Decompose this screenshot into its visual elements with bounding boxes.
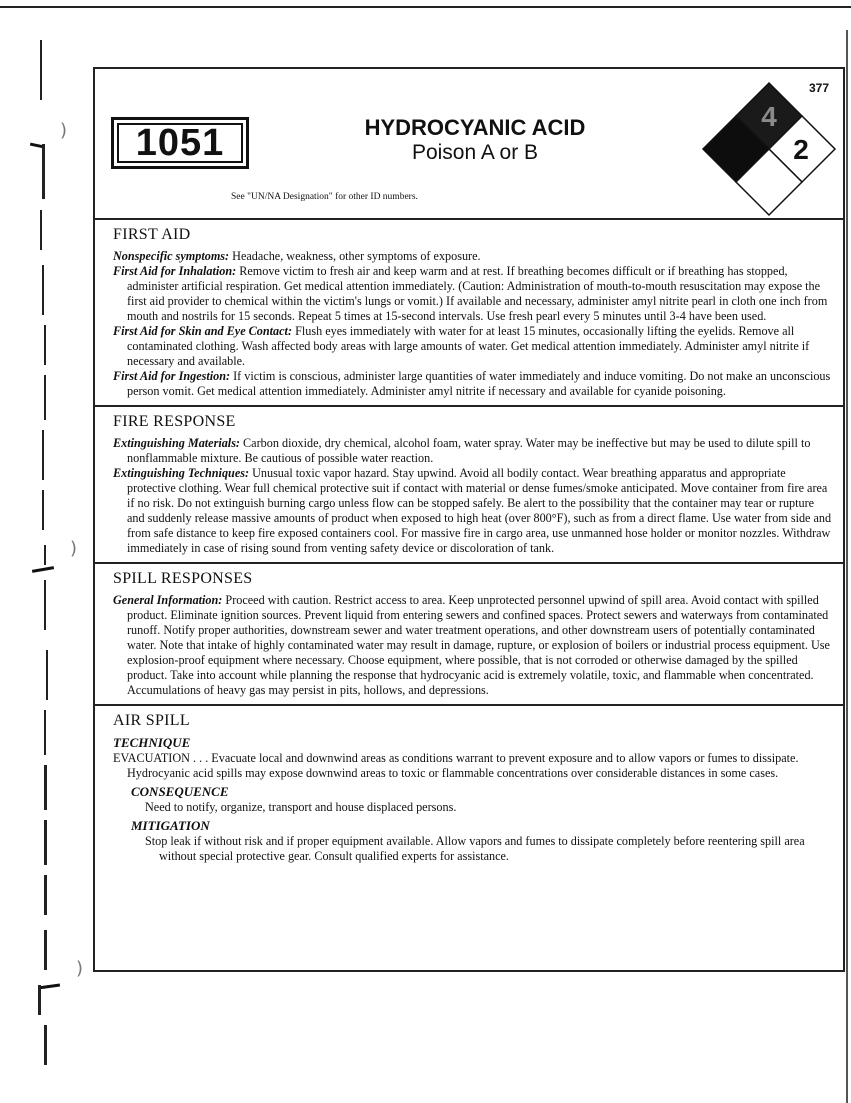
technique-label: TECHNIQUE bbox=[113, 735, 191, 750]
spill-responses-section bbox=[95, 564, 843, 706]
consequence-label: CONSEQUENCE bbox=[131, 784, 229, 799]
fire-response-item: Extinguishing Materials: Carbon dioxide, dry chemical, alcohol foam, water spray. Water may be ineffective but may be used to dilute spill to nonflammable mixture. Be cautious of possible water reaction. bbox=[113, 436, 811, 465]
consequence-text: Need to notify, organize, transport and house displaced persons. bbox=[145, 800, 457, 814]
id-number-box bbox=[111, 117, 249, 169]
fire-response-item: Extinguishing Techniques: Unusual toxic vapor hazard. Stay upwind. Avoid all bodily contact. Wear breathing apparatus and appropriate protective clothing. Wear full chemical protective suit if contact with material or dense fumes/smoke anticipated. Move container from fire area if no risk. Do not extinguish burning cargo unless flow can be stopped safely. Be alert to the possibility that the container may tear or rupture and suddenly release massive amounts of product when exposed to high heat (over 800°F), such as from a direct flame. Use water from side and from safe distance to keep fire exposed containers cool. For massive fire in cargo area, use unmanned hose holder or monitor nozzles. Withdraw immediately in case of rising sound from venting safety device or discoloration of tank. bbox=[113, 466, 832, 555]
section-heading: FIRE RESPONSE bbox=[113, 413, 236, 430]
sheet-header bbox=[95, 69, 843, 220]
spill-response-item: General Information: Proceed with caution. Restrict access to area. Keep unprotected personnel upwind of spill area. Avoid contact with spilled product. Eliminate ignition sources. Prevent liquid from entering sewers and confined spaces. Protect sewers and waterways from contaminated runoff. Notify proper authorities, downstream sewer and water treatment operations, and other downstream users of potentially contaminated water. Note that intake of highly contaminated water may result in damage, rupture, or explosion of boilers or industrial process equipment. Use explosion-proof equipment where necessary. Choose equipment, where possible, that is not corroded or otherwise damaged by the spilled product. Take into account while planning the response that hydrocyanic acid is extremely volatile, toxic, and flammable when concentrated. Accumulations of heavy gas may persist in pits, hollows, and depressions. bbox=[113, 593, 830, 697]
fire-response-section bbox=[95, 407, 843, 564]
first-aid-item: First Aid for Inhalation: Remove victim to fresh air and keep warm and at rest. If breathing becomes difficult or if breathing has stopped, administer artificial respiration. Get medical attention immediately. (Caution: Administration of mouth-to-mouth resuscitation may expose the first aid provider to chemical within the victim's lungs or vomit.) If available and necessary, administer amyl nitrite pearl in cloth one inch from mouth and nostrils for 15 seconds. Repeat 5 times at 15-second intervals. Use fresh pearl every 5 minutes until 3-4 have been used. bbox=[113, 264, 828, 323]
page-title: HYDROCYANIC ACID bbox=[364, 115, 586, 140]
hazard-diamond-placard bbox=[701, 81, 837, 217]
section-heading: SPILL RESPONSES bbox=[113, 570, 253, 587]
first-aid-section bbox=[95, 220, 843, 407]
placard-right-value: 2 bbox=[793, 134, 809, 165]
section-heading: FIRST AID bbox=[113, 226, 191, 243]
first-aid-item: First Aid for Skin and Eye Contact: Flush eyes immediately with water for at least 15 minutes, occasionally lifting the eyelids. Remove all contaminated clothing. Wash affected body areas with large amounts of water. Get medical attention immediately. Administer amyl nitrite if necessary and available. bbox=[113, 324, 810, 368]
top-rule bbox=[0, 6, 851, 8]
mitigation-text: Stop leak if without risk and if proper equipment available. Allow vapors and fumes to dissipate completely before reentering spill area without special protective gear. Consult qualified experts for assistance. bbox=[145, 834, 805, 863]
id-note: See "UN/NA Designation" for other ID numbers. bbox=[231, 192, 418, 202]
page-edge bbox=[846, 30, 848, 1103]
mitigation-label: MITIGATION bbox=[131, 818, 210, 833]
evacuation-text: EVACUATION . . . Evacuate local and downwind areas as conditions warrant to prevent exposure and to allow vapors or fumes to dissipate. Hydrocyanic acid spills may expose downwind areas to toxic or flammable concentrations over considerable distances in some cases. bbox=[113, 751, 799, 780]
page-number: 377 bbox=[808, 81, 829, 95]
section-heading: AIR SPILL bbox=[113, 712, 190, 729]
air-spill-section bbox=[95, 706, 843, 870]
title-block bbox=[335, 115, 615, 167]
placard-top-value: 4 bbox=[761, 101, 777, 132]
hazmat-data-sheet bbox=[93, 67, 845, 972]
id-number: 1051 bbox=[135, 122, 225, 164]
first-aid-item: Nonspecific symptoms: Headache, weakness, other symptoms of exposure. bbox=[113, 249, 481, 263]
first-aid-item: First Aid for Ingestion: If victim is conscious, administer large quantities of water immediately and induce vomiting. Do not make an unconscious person vomit. Get medical attention immediately. Administer amyl nitrite if necessary and available for cyanide poisoning. bbox=[113, 369, 831, 398]
page-subtitle: Poison A or B bbox=[411, 141, 539, 165]
binding-margin-marks: ) ) ) bbox=[30, 40, 100, 1100]
